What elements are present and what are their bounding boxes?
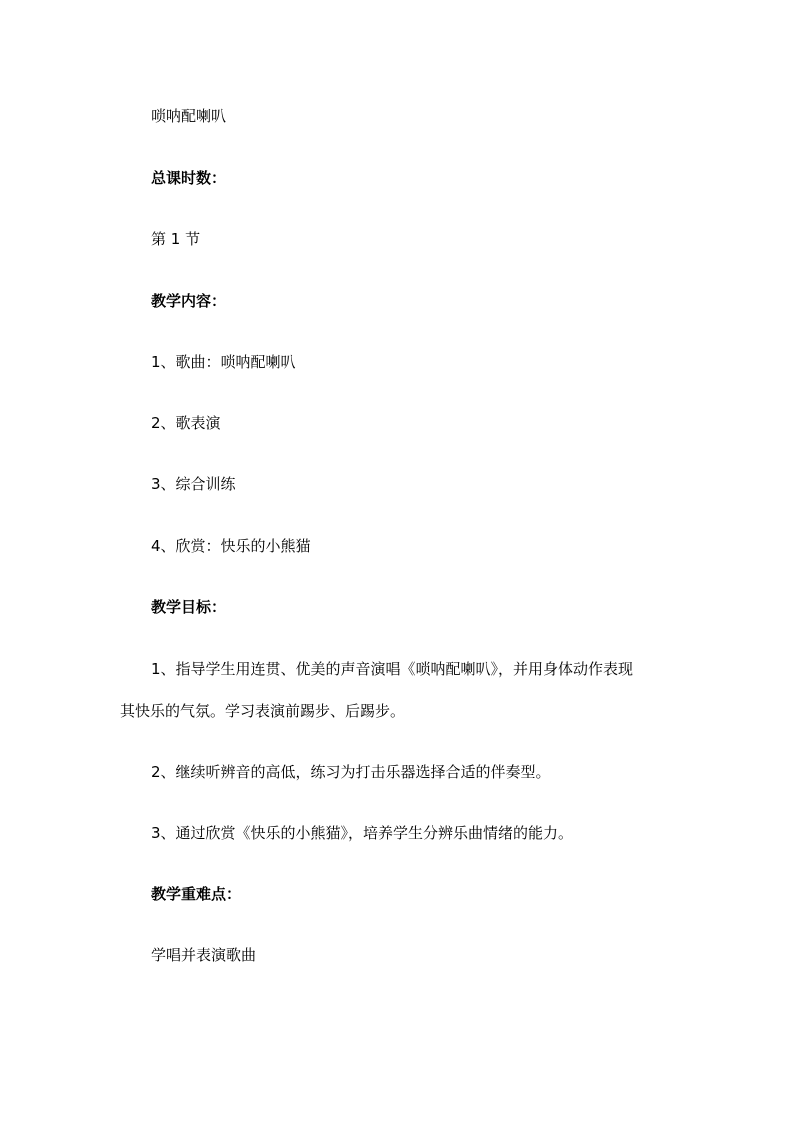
content-item: 3、综合训练 [151,475,236,493]
total-hours-label: 总课时数： [151,169,227,187]
content-item: 1、歌曲：唢呐配喇叭 [151,353,296,371]
content-heading: 教学内容： [151,292,227,310]
content-item: 2、歌表演 [151,414,221,432]
goal-3: 3、通过欣赏《快乐的小熊猫》，培养学生分辨乐曲情绪的能力。 [151,824,574,842]
content-item: 4、欣赏：快乐的小熊猫 [151,537,311,555]
document-title: 唢呐配喇叭 [151,107,227,125]
goal-2: 2、继续听辨音的高低，练习为打击乐器选择合适的伴奏型。 [151,763,551,781]
section-label: 第 1 节 [151,230,201,248]
key-points-heading: 教学重难点： [151,885,242,903]
goal-1-line-2: 其快乐的气氛。学习表演前踢步、后踢步。 [120,702,406,720]
key-points-text: 学唱并表演歌曲 [151,946,257,964]
goals-heading: 教学目标： [151,598,227,616]
goal-1-line-1: 1、指导学生用连贯、优美的声音演唱《唢呐配喇叭》，并用身体动作表现 [151,660,634,678]
